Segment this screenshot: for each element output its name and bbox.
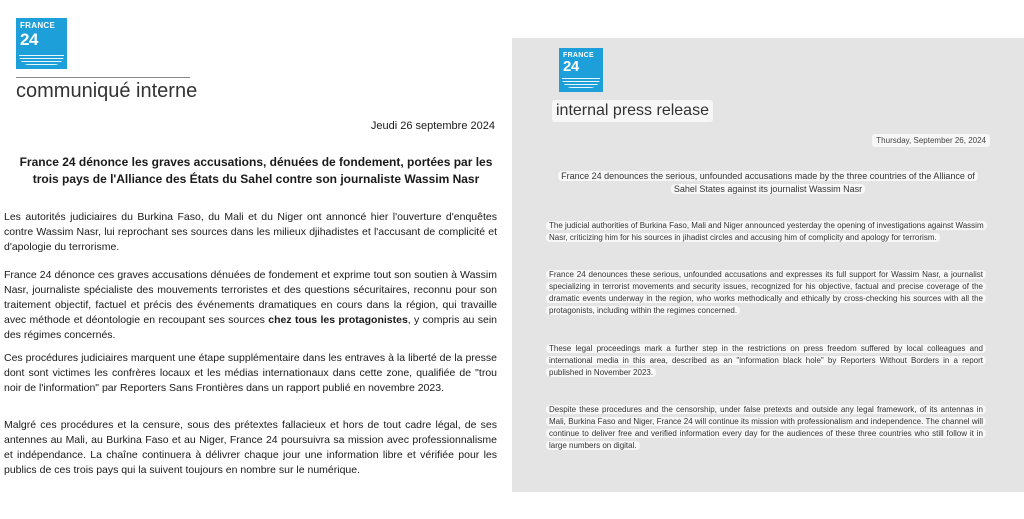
doc-type-label: communiqué interne	[16, 80, 198, 102]
paragraph-2: France 24 dénonce ces graves accusations dénuées de fondement et exprime tout son soutien à Wassim Nasr, journaliste spécialiste des mouvements terroristes et des questions sécuritaires, reconnu pour son traitement objectif, factuel et précis des événements dramatiques en cours dans la région, qui travaille avec méthode et déontologie en recoupant ses sources chez tous les protagonistes, y compris au sein des régimes concernés.	[4, 269, 497, 341]
paragraph-4: Malgré ces procédures et la censure, sous des prétextes fallacieux et hors de tout cadre légal, de ses antennes au Mali, au Burkina Faso et au Niger, France 24 poursuivra sa mission avec professionnalisme et indépendance. La chaîne continuera à délivrer chaque jour une information libre et vérifiée pour les publics de ces trois pays qui la suivent toujours en nombre sur le numérique.	[4, 419, 497, 476]
france24-logo: FRANCE 24	[16, 18, 67, 69]
paragraph-3: These legal proceedings mark a further step in the restrictions on press freedom suffered by local colleagues and international media in this area, described as an "information black hole" by Reporters Without Borders in a report published in November 2023.	[546, 343, 986, 379]
headline: France 24 denounces the serious, unfounded accusations made by the three countries of the Alliance of Sahel States against its journalist Wassim Nasr	[548, 170, 988, 196]
release-date: Jeudi 26 septembre 2024	[370, 120, 495, 132]
release-date: Thursday, September 26, 2024	[872, 134, 990, 147]
bold-emphasis: chez tous les protagonistes	[268, 314, 408, 326]
france24-logo: FRANCE 24	[559, 48, 603, 92]
paragraph-1: Les autorités judiciaires du Burkina Faso, du Mali et du Niger ont annoncé hier l'ouverture d'enquêtes contre Wassim Nasr, lui reprochant ses sources dans les milieux djihadistes et l'accusant de complicité et d'apologie du terrorisme.	[4, 211, 497, 253]
logo-waves-icon	[562, 78, 600, 88]
doc-type-label: internal press release	[552, 100, 713, 122]
paragraph-4: Despite these procedures and the censorship, under false pretexts and outside any legal framework, of its antennas in Mali, Burkina Faso and Niger, France 24 will continue its mission with professionalism and independence. The channel will continue to deliver free and verified information every day for the audiences of these three countries who still follow it in large numbers on digital.	[546, 404, 986, 452]
english-press-release	[512, 38, 1024, 492]
paragraph-2: France 24 denounces these serious, unfounded accusations and expresses its full support for Wassim Nasr, a journalist specializing in terrorist movements and security issues, recognized for his objective, factual and precise coverage of the dramatic events underway in the region, who works methodically and ethically by cross-checking his sources with all the protagonists, including within the regimes concerned.	[546, 269, 986, 317]
header-divider	[16, 77, 190, 78]
paragraph-1: The judicial authorities of Burkina Faso, Mali and Niger announced yesterday the opening of investigations against Wassim Nasr, criticizing him for his sources in jihadist circles and accusing him of complicity and apology for terrorism.	[546, 220, 986, 244]
headline: France 24 dénonce les graves accusations, dénuées de fondement, portées par les trois pays de l'Alliance des États du Sahel contre son journaliste Wassim Nasr	[19, 155, 493, 187]
paragraph-3: Ces procédures judiciaires marquent une étape supplémentaire dans les entraves à la liberté de la presse dont sont victimes les confrères locaux et les médias internationaux dans cette zone, qualifiée de "trou noir de l'information" par Reporters Sans Frontières dans un rapport publié en novembre 2023.	[4, 352, 497, 394]
logo-waves-icon	[19, 55, 64, 65]
